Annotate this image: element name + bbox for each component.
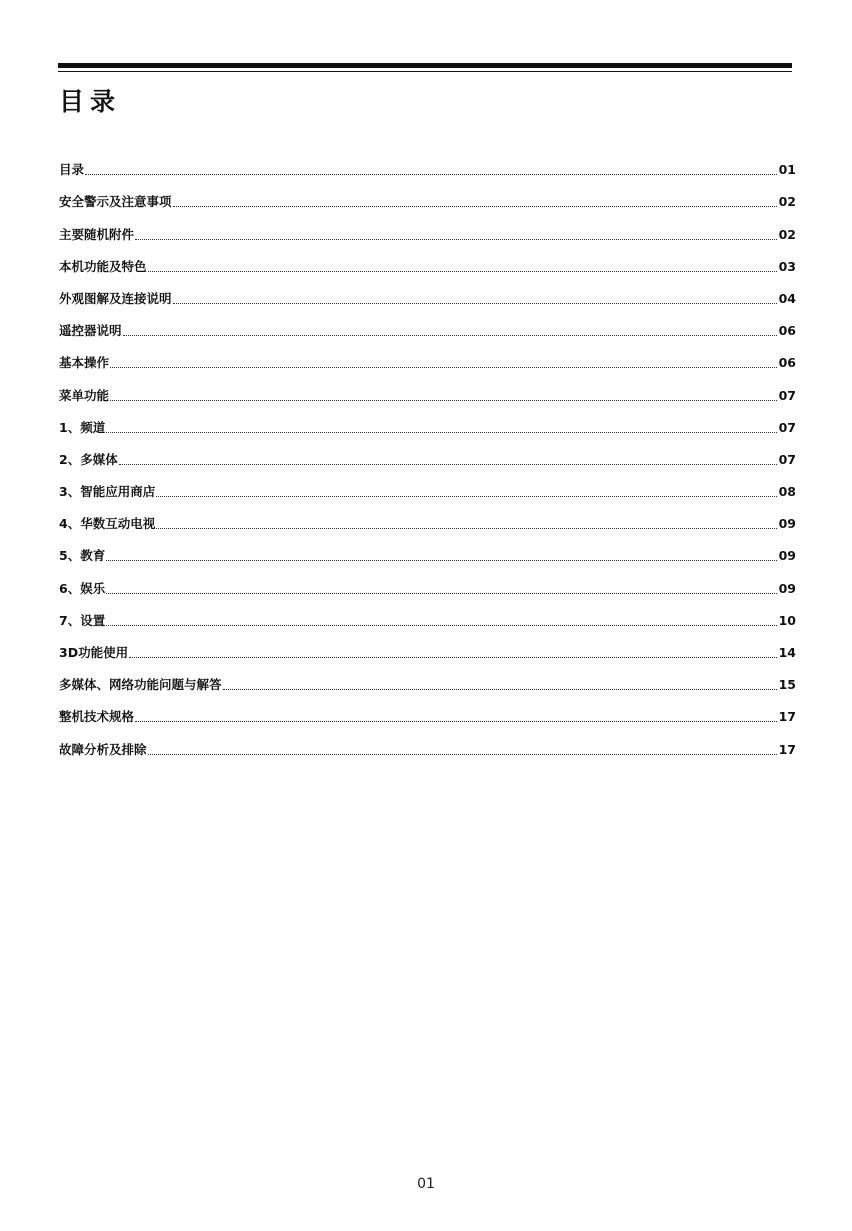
toc-page: 10 (778, 612, 796, 628)
toc-page: 08 (778, 484, 796, 500)
toc-label: 菜单功能 (59, 387, 110, 403)
toc-row[interactable] (59, 597, 796, 629)
toc-label: 7、设置 (59, 612, 106, 628)
table-of-contents (59, 146, 796, 758)
page-title: 目录 (59, 87, 122, 116)
toc-label: 本机功能及特色 (59, 258, 147, 274)
toc-leader-dots (110, 366, 777, 368)
toc-leader-dots (129, 656, 777, 658)
toc-row[interactable] (59, 404, 796, 436)
toc-label: 1、频道 (59, 419, 106, 435)
toc-page: 15 (778, 677, 796, 693)
toc-row[interactable] (59, 275, 796, 307)
toc-row[interactable] (59, 210, 796, 242)
toc-row[interactable] (59, 339, 796, 371)
toc-page: 02 (778, 226, 796, 242)
toc-row[interactable] (59, 436, 796, 468)
toc-label: 基本操作 (59, 355, 110, 371)
toc-row[interactable] (59, 532, 796, 564)
toc-label: 5、教育 (59, 548, 106, 564)
toc-page: 03 (778, 258, 796, 274)
toc-leader-dots (110, 399, 777, 401)
toc-row[interactable] (59, 629, 796, 661)
toc-label: 安全警示及注意事项 (59, 194, 172, 210)
toc-leader-dots (85, 173, 777, 175)
toc-row[interactable] (59, 146, 796, 178)
toc-page: 07 (778, 451, 796, 467)
toc-label: 多媒体、网络功能问题与解答 (59, 677, 222, 693)
toc-row[interactable] (59, 468, 796, 500)
toc-label: 4、华数互动电视 (59, 516, 156, 532)
toc-row[interactable] (59, 243, 796, 275)
toc-row[interactable] (59, 500, 796, 532)
toc-page: 06 (778, 323, 796, 339)
toc-row[interactable] (59, 178, 796, 210)
toc-page: 17 (778, 709, 796, 725)
toc-page: 07 (778, 387, 796, 403)
toc-page: 17 (778, 741, 796, 757)
toc-row[interactable] (59, 661, 796, 693)
toc-label: 遥控器说明 (59, 323, 122, 339)
toc-label: 主要随机附件 (59, 226, 135, 242)
toc-leader-dots (173, 205, 777, 207)
toc-page: 09 (778, 548, 796, 564)
toc-leader-dots (135, 720, 777, 722)
toc-page: 09 (778, 516, 796, 532)
toc-row[interactable] (59, 693, 796, 725)
toc-page: 07 (778, 419, 796, 435)
toc-leader-dots (223, 688, 777, 690)
toc-label: 整机技术规格 (59, 709, 135, 725)
page-number: 01 (417, 1176, 435, 1192)
toc-label: 3、智能应用商店 (59, 484, 156, 500)
toc-page: 01 (778, 162, 796, 178)
toc-leader-dots (148, 270, 777, 272)
toc-label: 6、娱乐 (59, 580, 106, 596)
toc-leader-dots (106, 624, 776, 626)
toc-page: 09 (778, 580, 796, 596)
toc-label: 故障分析及排除 (59, 741, 147, 757)
toc-leader-dots (173, 302, 777, 304)
toc-row[interactable] (59, 725, 796, 757)
toc-leader-dots (119, 463, 777, 465)
toc-label: 2、多媒体 (59, 451, 118, 467)
toc-leader-dots (123, 334, 777, 336)
toc-leader-dots (106, 431, 776, 433)
toc-leader-dots (106, 559, 776, 561)
header-rule-thick (58, 63, 792, 68)
toc-leader-dots (156, 495, 776, 497)
toc-row[interactable] (59, 307, 796, 339)
header-rule-thin (58, 71, 792, 72)
toc-leader-dots (135, 238, 777, 240)
toc-label: 目录 (59, 162, 85, 178)
toc-leader-dots (148, 753, 777, 755)
toc-leader-dots (156, 527, 776, 529)
toc-leader-dots (106, 592, 776, 594)
toc-row[interactable] (59, 564, 796, 596)
toc-page: 04 (778, 290, 796, 306)
toc-page: 14 (778, 645, 796, 660)
toc-label: 3D功能使用 (59, 645, 129, 660)
toc-row[interactable] (59, 371, 796, 403)
toc-page: 02 (778, 194, 796, 210)
toc-label: 外观图解及连接说明 (59, 290, 172, 306)
toc-page: 06 (778, 355, 796, 371)
